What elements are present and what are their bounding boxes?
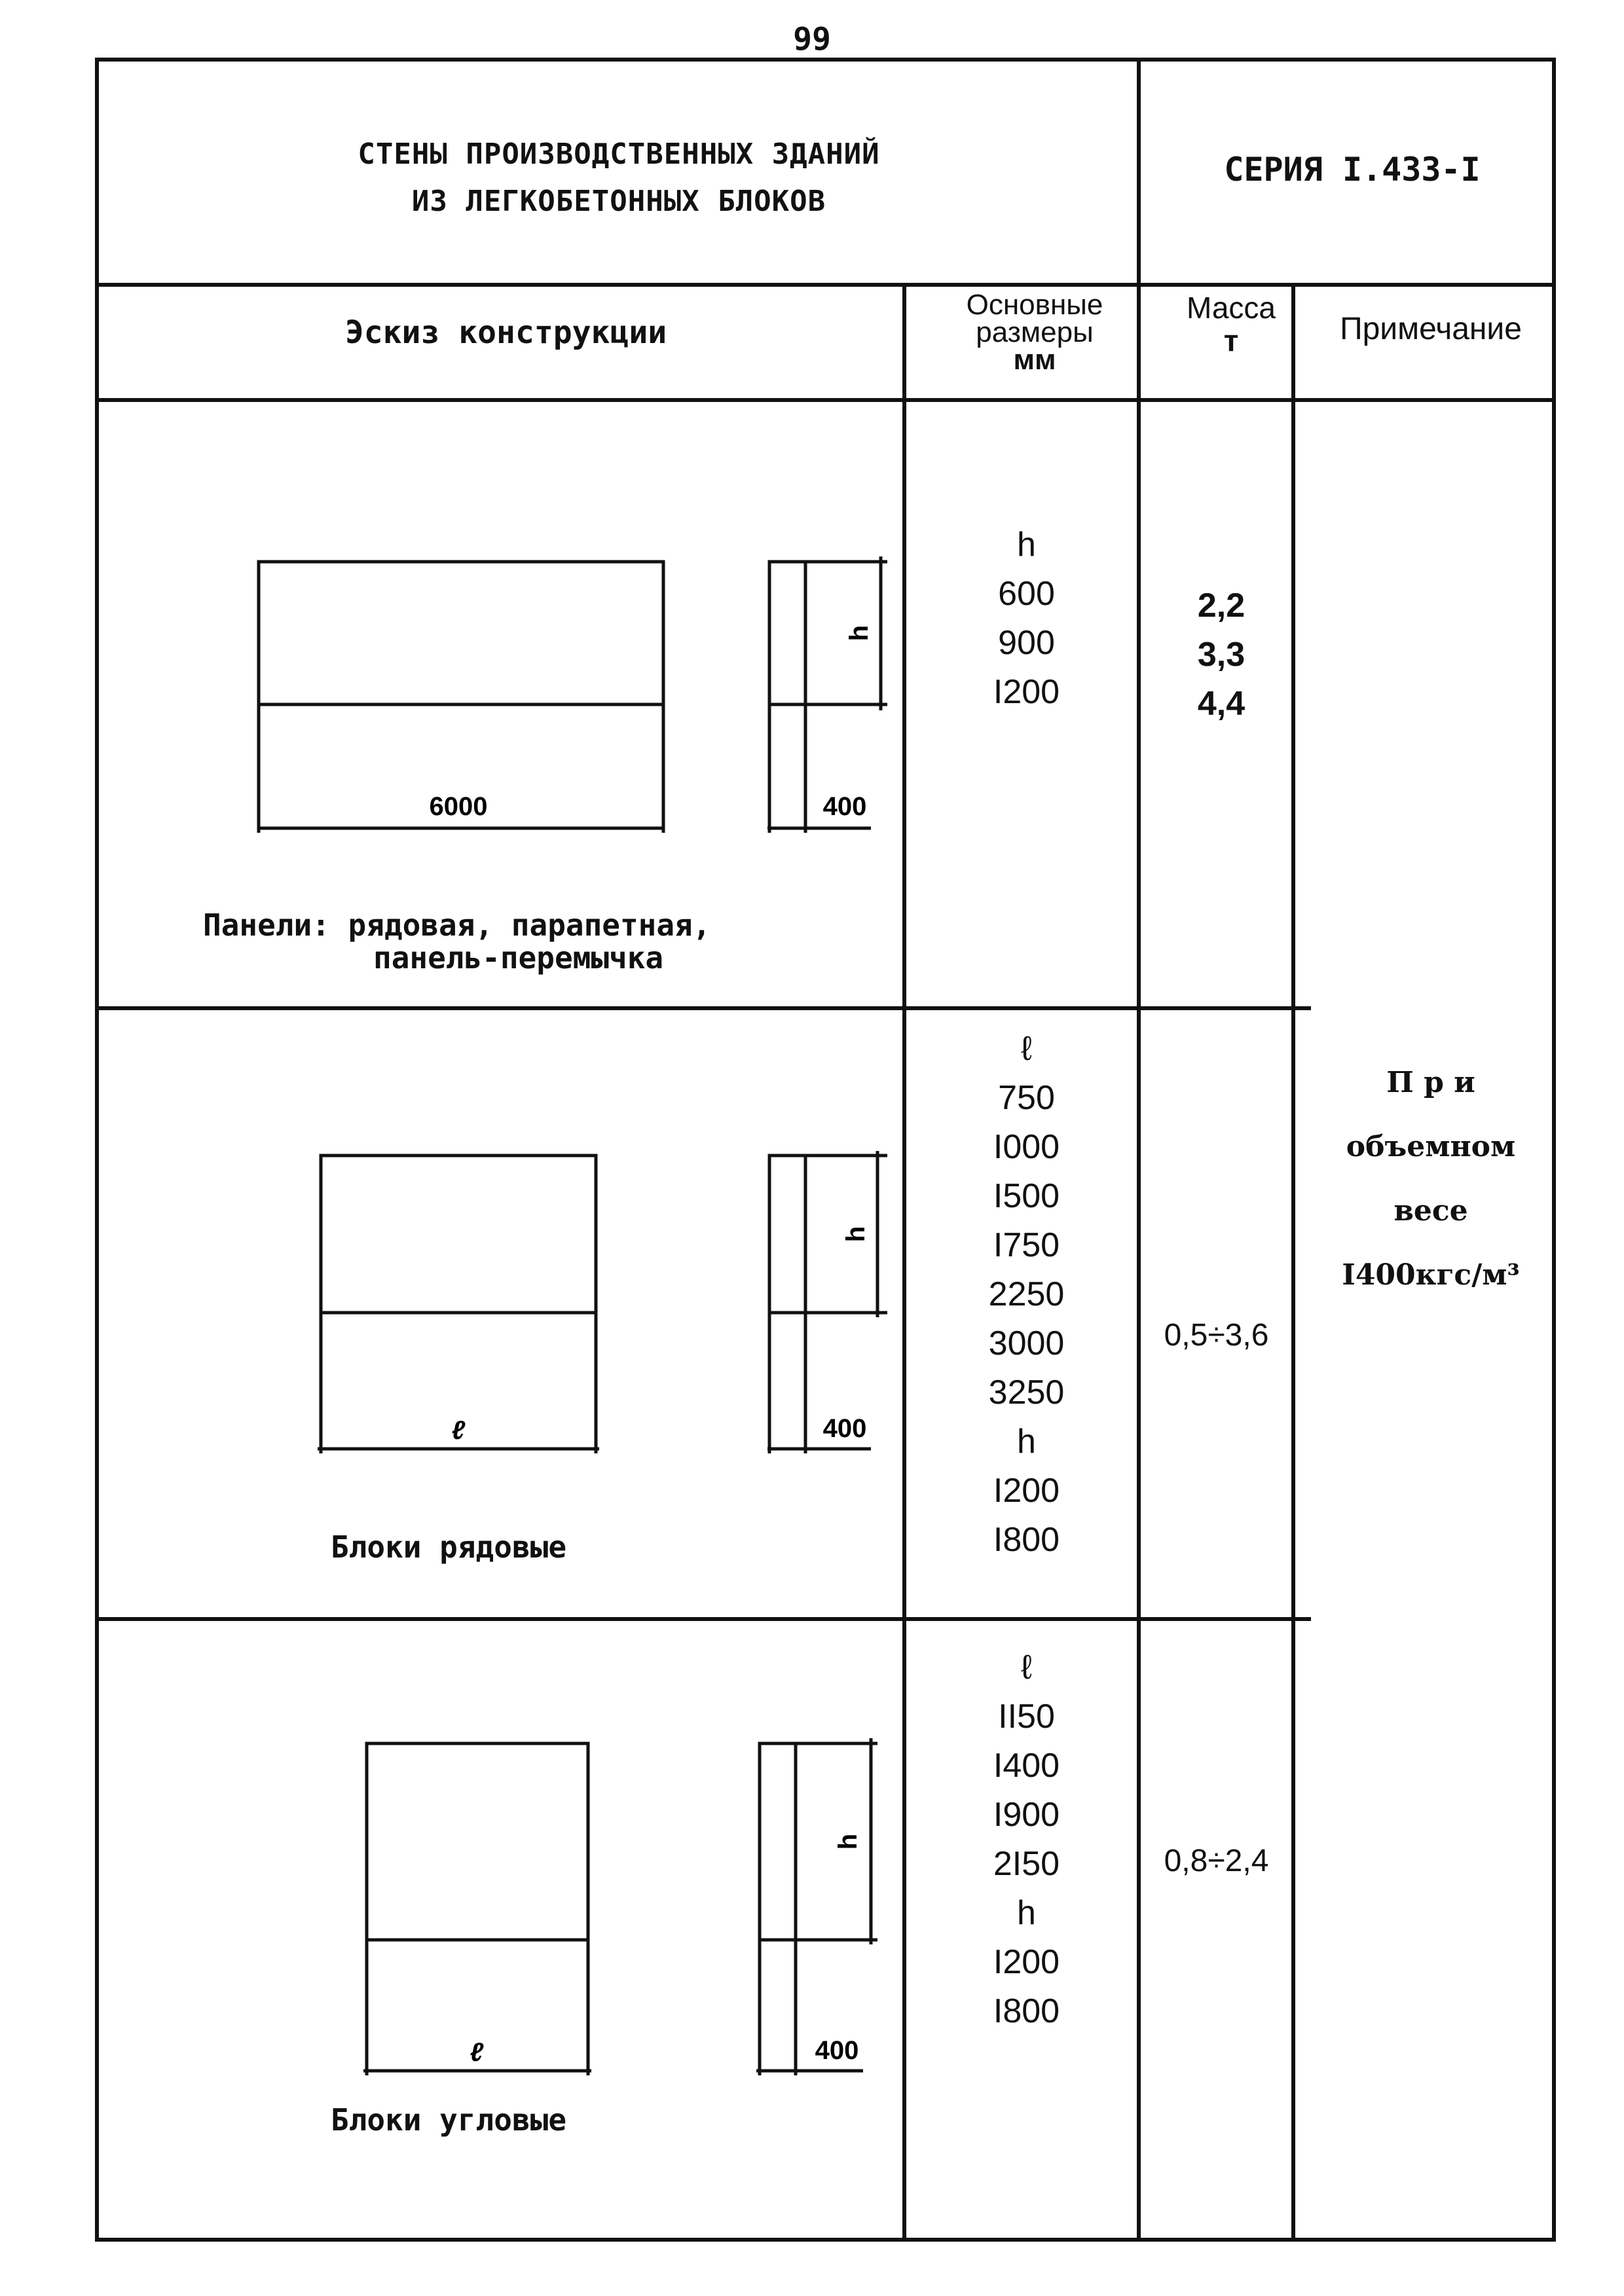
row3-caption: Блоки угловые (331, 2102, 567, 2138)
corner-block-height-label: h (834, 1833, 862, 1850)
row1-dims: h 600 900 I200 (993, 526, 1060, 711)
row3-dims: ℓ II50 I400 I900 2I50 h I200 I800 (993, 1649, 1060, 2030)
col-header-mass: Масса т (1186, 291, 1276, 357)
series-code: СЕРИЯ I.433-I (1224, 151, 1481, 189)
ordinary-block-height-label: h (841, 1226, 870, 1243)
page-number: 99 (793, 21, 831, 58)
col-header-sketch: Эскиз конструкции (344, 314, 667, 351)
panel-width-label: 6000 (429, 792, 488, 821)
row1-mass: 2,2 3,3 4,4 (1197, 587, 1246, 723)
row3-mass: 0,8÷2,4 (1164, 1844, 1269, 1878)
ordinary-block-thickness-label: 400 (822, 1414, 867, 1443)
row2-mass: 0,5÷3,6 (1164, 1318, 1269, 1353)
col-header-dims: Основные размеры мм (966, 289, 1103, 376)
corner-block-width-label: ℓ (470, 2038, 484, 2067)
ordinary-block-width-label: ℓ (451, 1416, 466, 1445)
row1-caption: Панели: рядовая, парапетная, панель-перемычка (203, 907, 711, 975)
row2-dims: ℓ 750 I000 I500 I750 2250 3000 3250 h I200 I800 (988, 1030, 1065, 1559)
title-line-2: ИЗ ЛЕГКОБЕТОННЫХ БЛОКОВ (411, 185, 826, 218)
panel-sketch (257, 556, 887, 833)
corner-block-thickness-label: 400 (815, 2036, 859, 2065)
panel-height-label: h (845, 625, 874, 642)
corner-block-sketch (363, 1738, 877, 2075)
row2-caption: Блоки рядовые (331, 1529, 567, 1565)
title-line-1: СТЕНЫ ПРОИЗВОДСТВЕННЫХ ЗДАНИЙ (358, 137, 880, 171)
ordinary-block-sketch (318, 1151, 887, 1453)
panel-thickness-label: 400 (822, 792, 867, 821)
col-header-note: Примечание (1340, 312, 1522, 346)
note-text: П р и объемном весе I400кгс/м³ (1342, 1066, 1520, 1292)
